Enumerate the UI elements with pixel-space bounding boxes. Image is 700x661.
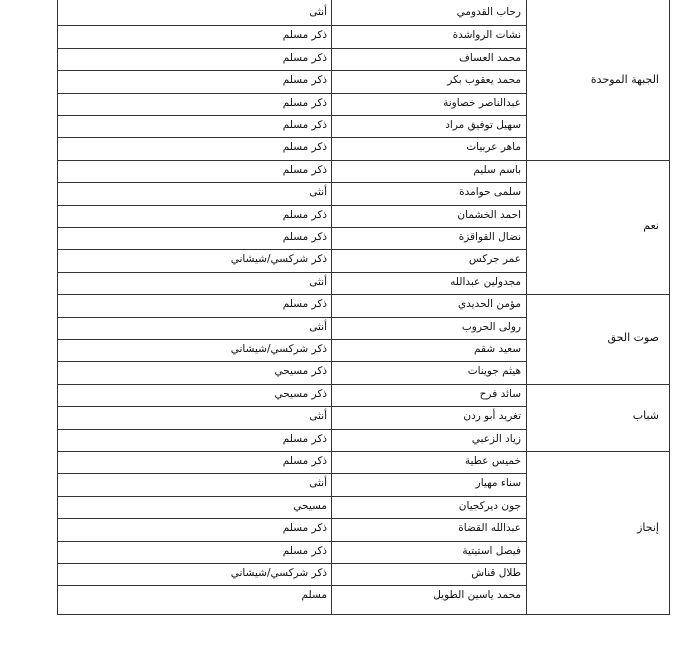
table-row [58, 272, 526, 295]
table-row [58, 451, 526, 474]
list-name: صوت الحق [607, 331, 659, 344]
candidate-name: خميس عطية [464, 455, 521, 467]
table-row [58, 361, 526, 384]
table-row [58, 48, 526, 71]
group-divider [526, 451, 669, 452]
candidate-category: ذكر مسلم [282, 74, 327, 87]
candidate-name: فيصل استيتية [462, 544, 521, 557]
candidate-name: جون ديركجيان [458, 499, 521, 512]
candidate-name: مجدولين عبدالله [450, 275, 521, 288]
candidate-category: ذكر مسلم [282, 522, 327, 535]
table-row [58, 137, 526, 160]
candidate-category: ذكر مسيحي [274, 387, 327, 400]
candidate-category: ذكر شركسي/شيشاني [230, 567, 327, 579]
table-row [58, 93, 526, 116]
candidate-name: عمر جركس [468, 253, 521, 266]
table-row [58, 182, 526, 205]
table-row [58, 518, 526, 541]
candidates-table [57, 0, 670, 615]
candidate-name: سهيل توفيق مراد [445, 119, 521, 131]
candidate-category: أنثى [309, 275, 327, 288]
table-row [58, 473, 526, 496]
candidate-name: محمد العساف [459, 51, 521, 64]
candidate-category: ذكر مسلم [282, 96, 327, 109]
table-row [58, 317, 526, 340]
candidate-category: ذكر مسلم [282, 208, 327, 221]
table-row [58, 25, 526, 48]
candidate-name: باسم سليم [473, 163, 521, 176]
candidate-name: زياد الزعبي [471, 432, 521, 445]
candidate-category: ذكر شركسي/شيشاني [230, 253, 327, 266]
candidate-category: ذكر مسلم [282, 119, 327, 131]
candidate-category: ذكر شركسي/شيشاني [230, 343, 327, 355]
candidate-name: سعيد شقم [474, 343, 521, 355]
table-row [58, 339, 526, 362]
table-row [58, 384, 526, 407]
table-row [58, 541, 526, 564]
candidate-category: ذكر مسلم [282, 141, 327, 154]
candidate-category: مسيحي [293, 499, 327, 512]
candidate-name: نشات الرواشدة [452, 29, 521, 42]
candidate-name: محمد ياسين الطويل [433, 589, 521, 602]
candidate-category: أنثى [309, 186, 327, 199]
candidate-category: ذكر مسلم [282, 51, 327, 64]
candidate-name: ماهر عربيات [466, 141, 521, 154]
list-name: إنجاز [637, 521, 659, 535]
candidate-category: أنثى [309, 320, 327, 333]
candidate-name: رحاب القدومي [456, 6, 521, 18]
candidate-name: رولى الحروب [461, 320, 521, 333]
group-divider [526, 160, 669, 161]
table-row [58, 496, 526, 519]
table-row [58, 205, 526, 228]
candidate-category: أنثى [309, 477, 327, 490]
candidate-name: طلال قناش [471, 567, 521, 579]
table-row [58, 160, 526, 183]
table-row [58, 227, 526, 250]
candidate-category: أنثى [309, 6, 327, 18]
candidate-name: تغريد أبو ردن [463, 410, 521, 423]
candidate-name: عبدالناصر خصاونة [443, 96, 521, 109]
group-divider [526, 384, 669, 385]
list-name: نعم [643, 219, 659, 232]
candidate-name: محمد يعقوب بكر [447, 74, 521, 87]
table-row [58, 70, 526, 93]
candidate-category: ذكر مسلم [282, 544, 327, 557]
candidate-category: ذكر مسلم [282, 231, 327, 243]
list-name: الجبهة الموحدة [590, 73, 659, 87]
candidate-name: هيثم جوينات [467, 365, 521, 378]
candidate-category: أنثى [309, 410, 327, 423]
candidate-name: سائد فرح [479, 387, 521, 400]
table-row [58, 563, 526, 586]
candidate-name: مؤمن الحديدي [457, 298, 521, 311]
table-row [58, 406, 526, 429]
candidate-category: ذكر مسلم [282, 432, 327, 445]
candidate-name: سلمى حوامدة [459, 186, 521, 199]
table-row [58, 585, 526, 608]
table-row [58, 294, 526, 317]
group-divider [526, 294, 669, 295]
candidate-name: احمد الخشمان [457, 208, 521, 221]
candidate-name: سناء مهيار [475, 477, 521, 490]
candidate-category: ذكر مسلم [282, 298, 327, 311]
candidate-name: نضال القواقزة [458, 231, 521, 243]
candidate-category: ذكر مسلم [282, 29, 327, 42]
candidate-category: مسلم [301, 589, 327, 602]
candidate-category: ذكر مسلم [282, 163, 327, 176]
candidate-name: عبدالله القضاة [458, 522, 521, 535]
candidate-category: ذكر مسيحي [274, 365, 327, 378]
table-row [58, 429, 526, 452]
table-row [58, 3, 526, 25]
table-row [58, 115, 526, 138]
candidate-category: ذكر مسلم [282, 455, 327, 467]
table-row [58, 249, 526, 272]
list-name: شباب [632, 409, 659, 423]
